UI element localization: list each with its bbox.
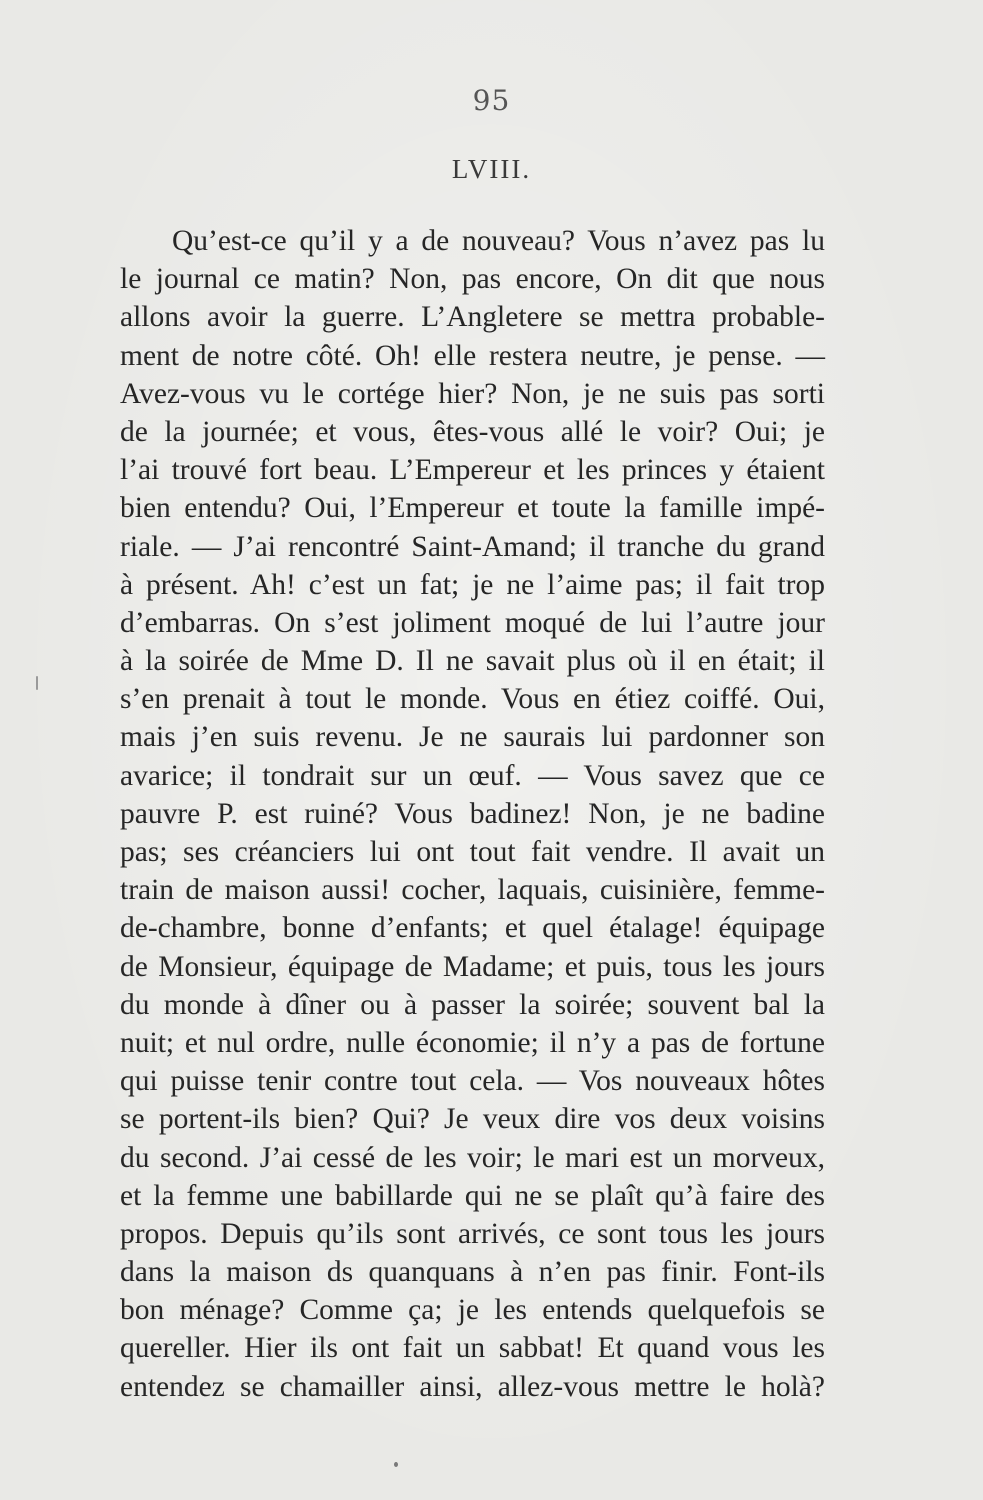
body-paragraph <box>120 222 825 1406</box>
text-line: train de maison aussi! cocher, laquais, cuisinière, femme- <box>120 874 825 907</box>
page-number: 95 <box>472 84 511 117</box>
text-line: à présent. Ah! c’est un fat; je ne l’aime pas; il fait trop <box>120 568 825 601</box>
text-line: de Monsieur, équipage de Madame; et puis, tous les jours <box>120 950 825 983</box>
text-line: l’ai trouvé fort beau. L’Empereur et les princes y étaient <box>120 454 825 487</box>
text-line: d’embarras. On s’est joliment moqué de lui l’autre jour <box>120 606 825 639</box>
text-line: pas; ses créanciers lui ont tout fait vendre. Il avait un <box>120 836 825 868</box>
text-line: s’en prenait à tout le monde. Vous en étiez coiffé. Oui, <box>120 683 825 716</box>
text-line: se portent-ils bien? Qui? Je veux dire vos deux voisins <box>120 1103 825 1136</box>
text-line: qui puisse tenir contre tout cela. — Vos nouveaux hôtes <box>120 1065 825 1098</box>
text-line: pauvre P. est ruiné? Vous badinez! Non, je ne badine <box>120 797 825 830</box>
text-line: de-chambre, bonne d’enfants; et quel étalage! équipage <box>120 912 825 945</box>
text-line: propos. Depuis qu’ils sont arrivés, ce sont tous les jours <box>120 1217 825 1250</box>
text-line: du second. J’ai cessé de les voir; le mari est un morveux, <box>120 1141 825 1174</box>
text-line: dans la maison ds quanquans à n’en pas finir. Font-ils <box>120 1256 825 1289</box>
text-line: nuit; et nul ordre, nulle économie; il n’y a pas de fortune <box>120 1026 825 1059</box>
chapter-heading: LVIII. <box>451 154 532 184</box>
text-line: avarice; il tondrait sur un œuf. — Vous savez que ce <box>120 759 825 792</box>
text-line: riale. — J’ai rencontré Saint-Amand; il tranche du grand <box>120 530 825 563</box>
text-line: allons avoir la guerre. L’Angletere se mettra probable- <box>120 301 825 334</box>
paper-speck <box>394 1462 398 1467</box>
text-line: entendez se chamailler ainsi, allez-vous mettre le holà? <box>120 1370 825 1403</box>
text-line: du monde à dîner ou à passer la soirée; souvent bal la <box>120 988 825 1021</box>
text-line: de la journée; et vous, êtes-vous allé le voir? Oui; je <box>120 415 825 448</box>
text-line: bon ménage? Comme ça; je les entends quelquefois se <box>120 1294 825 1327</box>
text-line: mais j’en suis revenu. Je ne saurais lui pardonner son <box>120 721 825 754</box>
text-line: à la soirée de Mme D. Il ne savait plus où il en était; il <box>120 645 825 678</box>
text-line: ment de notre côté. Oh! elle restera neutre, je pense. — <box>120 339 825 372</box>
text-line: Avez-vous vu le cortége hier? Non, je ne suis pas sorti <box>120 377 825 410</box>
text-line: le journal ce matin? Non, pas encore, On dit que nous <box>120 263 825 296</box>
paper-speck <box>36 676 38 690</box>
text-line: quereller. Hier ils ont fait un sabbat! Et quand vous les <box>120 1332 825 1365</box>
text-line: et la femme une babillarde qui ne se plaît qu’à faire des <box>120 1179 825 1212</box>
text-line: bien entendu? Oui, l’Empereur et toute la famille impé- <box>120 492 825 525</box>
text-line: Qu’est-ce qu’il y a de nouveau? Vous n’avez pas lu <box>172 225 825 257</box>
